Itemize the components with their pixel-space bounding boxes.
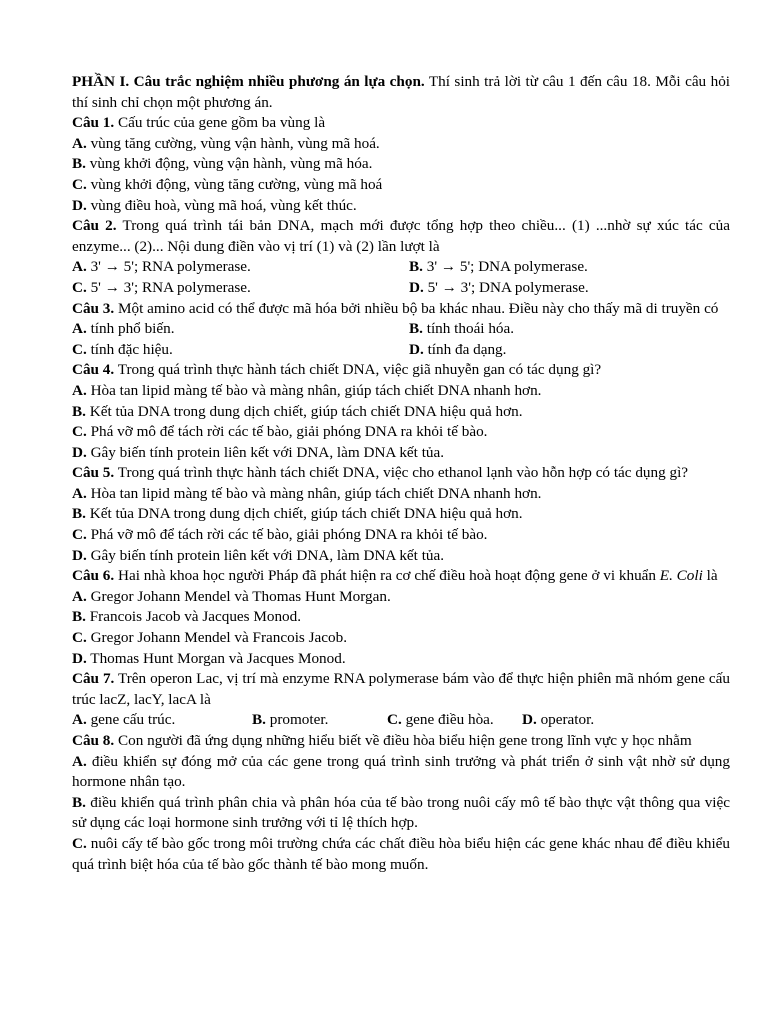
question-label: Câu 6. [72, 567, 115, 585]
option-text: điều khiển sự đóng mở của các gene trong quá trình sinh trưởng và phát triển ở sinh vật nhờ sử dụng hormone nhân tạo. [72, 752, 730, 791]
q5-option-b [72, 504, 730, 525]
option-letter: D. [72, 649, 87, 667]
option-letter: C. [72, 278, 87, 296]
q4-option-c [72, 422, 730, 443]
q4-option-d [72, 443, 730, 464]
q1-option-d [72, 196, 730, 217]
option-letter: B. [72, 608, 86, 626]
question-2 [72, 216, 730, 257]
q3-options-row-2 [72, 340, 730, 361]
section-instructions: Thí sinh trả lời từ câu 1 đến câu 18. Mỗi câu hỏi thí sinh chỉ chọn một phương án. [72, 73, 731, 111]
question-text-tail: là [702, 567, 718, 585]
q8-option-b [72, 793, 730, 834]
option-letter: A. [72, 711, 87, 729]
option-text: vùng khởi động, vùng tăng cường, vùng mã hoá [86, 175, 383, 193]
question-5 [72, 463, 730, 484]
question-label: Câu 1. [72, 114, 115, 132]
q3-option-a [72, 319, 409, 340]
option-text: Gây biến tính protein liên kết với DNA, làm DNA kết tủa. [86, 546, 445, 564]
option-text: Kết tủa DNA trong dung dịch chiết, giúp tách chiết DNA hiệu quả hơn. [85, 505, 523, 523]
q2-options-row-2 [72, 278, 730, 299]
option-letter: A. [72, 258, 87, 276]
option-text: Phá vỡ mô để tách rời các tế bào, giải phóng DNA ra khỏi tế bào. [86, 423, 488, 441]
q7-options-row [72, 710, 730, 731]
question-8 [72, 731, 730, 752]
q3-option-c [72, 340, 409, 361]
question-label: Câu 4. [72, 361, 115, 379]
option-text: promoter. [265, 711, 329, 729]
question-4 [72, 360, 730, 381]
option-letter: D. [409, 340, 424, 358]
option-text: tính đa dạng. [423, 340, 507, 358]
option-text: Gây biến tính protein liên kết với DNA, làm DNA kết tủa. [86, 443, 445, 461]
q6-option-c [72, 628, 730, 649]
option-text: Phá vỡ mô để tách rời các tế bào, giải phóng DNA ra khỏi tế bào. [86, 526, 488, 544]
exam-page [72, 72, 730, 875]
option-letter: C. [72, 423, 87, 441]
q2-options-row-1 [72, 257, 730, 278]
q8-option-a [72, 752, 730, 793]
question-label: Câu 2. [72, 217, 117, 235]
option-text: nuôi cấy tế bào gốc trong môi trường chứa các chất điều hòa biểu hiện các gene khác nhau để điều khiểu quá trình biệt hóa của tế bào gốc thành tế bào mong muốn. [72, 834, 730, 873]
q7-option-b [252, 710, 387, 731]
q5-option-a [72, 484, 730, 505]
question-text: Trong quá trình tái bản DNA, mạch mới được tổng hợp theo chiều... (1) ...nhờ sự xúc tác của enzyme... (2)... Nội dung điền vào vị trí (1) và (2) lần lượt là [72, 217, 730, 255]
question-label: Câu 8. [72, 732, 115, 749]
option-text: gene điều hòa. [401, 711, 494, 729]
option-text: vùng khởi động, vùng vận hành, vùng mã hóa. [85, 155, 373, 173]
option-letter: A. [72, 134, 87, 152]
q4-option-b [72, 402, 730, 423]
option-letter: D. [409, 278, 424, 296]
question-label: Câu 3. [72, 299, 115, 317]
option-letter: A. [72, 320, 87, 338]
species-name: E. Coli [659, 567, 703, 585]
option-letter: A. [72, 484, 87, 502]
question-1 [72, 113, 730, 134]
section-title: PHẦN I. Câu trắc nghiệm nhiều phương án lựa chọn. [72, 73, 425, 90]
option-letter: C. [72, 175, 87, 193]
option-text: gene cấu trúc. [86, 711, 176, 729]
option-text: vùng tăng cường, vùng vận hành, vùng mã hoá. [86, 134, 380, 152]
question-text: Trong quá trình thực hành tách chiết DNA, việc cho ethanol lạnh vào hỗn hợp có tác dụng gì? [114, 464, 689, 482]
option-letter: A. [72, 587, 87, 605]
section-header [72, 72, 730, 113]
question-text: Cấu trúc của gene gồm ba vùng là [114, 114, 326, 132]
option-letter: C. [72, 340, 87, 358]
option-letter: D. [72, 443, 87, 461]
option-letter: B. [72, 402, 86, 420]
question-text: Con người đã ứng dụng những hiểu biết về điều hòa biểu hiện gene trong lĩnh vực y học nhằm [114, 732, 692, 749]
q2-option-c [72, 278, 409, 299]
q1-option-a [72, 134, 730, 155]
q7-option-a [72, 710, 252, 731]
option-text: Francois Jacob và Jacques Monod. [85, 608, 302, 626]
option-text: Hòa tan lipid màng tế bào và màng nhân, giúp tách chiết DNA nhanh hơn. [86, 381, 542, 399]
question-7 [72, 669, 730, 710]
question-label: Câu 7. [72, 670, 115, 688]
option-text: Thomas Hunt Morgan và Jacques Monod. [86, 649, 346, 667]
q6-option-b [72, 607, 730, 628]
option-letter: B. [252, 711, 266, 729]
q2-option-a [72, 257, 409, 278]
q6-option-a [72, 587, 730, 608]
option-letter: C. [387, 711, 402, 729]
q1-option-c [72, 175, 730, 196]
option-letter: C. [72, 834, 87, 852]
q7-option-d [522, 710, 594, 731]
q6-option-d [72, 649, 730, 670]
q5-option-d [72, 546, 730, 567]
q5-option-c [72, 525, 730, 546]
q4-option-a [72, 381, 730, 402]
option-text: Kết tủa DNA trong dung dịch chiết, giúp tách chiết DNA hiệu quả hơn. [85, 402, 523, 420]
option-text: 3' → 5'; DNA polymerase. [422, 258, 588, 276]
q2-option-b [409, 257, 588, 278]
q3-option-b [409, 319, 514, 340]
q2-option-d [409, 278, 589, 299]
option-letter: B. [409, 258, 423, 276]
option-text: 3' → 5'; RNA polymerase. [86, 258, 251, 276]
option-letter: B. [409, 320, 423, 338]
option-letter: D. [522, 711, 537, 729]
q3-option-d [409, 340, 506, 361]
question-label: Câu 5. [72, 464, 115, 482]
option-letter: C. [72, 629, 87, 647]
question-3 [72, 299, 730, 320]
q3-options-row-1 [72, 319, 730, 340]
option-text: operator. [536, 711, 595, 729]
option-letter: D. [72, 546, 87, 564]
q7-option-c [387, 710, 522, 731]
option-text: tính phổ biến. [86, 320, 175, 338]
q8-option-c [72, 834, 730, 875]
option-text: Gregor Johann Mendel và Francois Jacob. [86, 629, 347, 647]
option-text: tính đặc hiệu. [86, 340, 173, 358]
option-text: Hòa tan lipid màng tế bào và màng nhân, giúp tách chiết DNA nhanh hơn. [86, 484, 542, 502]
option-letter: B. [72, 793, 86, 811]
option-letter: D. [72, 196, 87, 214]
option-text: tính thoái hóa. [422, 320, 515, 338]
option-text: vùng điều hoà, vùng mã hoá, vùng kết thúc. [86, 196, 357, 214]
option-text: Gregor Johann Mendel và Thomas Hunt Morgan. [86, 587, 391, 605]
question-text: Trong quá trình thực hành tách chiết DNA, việc giã nhuyễn gan có tác dụng gì? [114, 361, 602, 379]
option-letter: B. [72, 155, 86, 173]
question-text: Trên operon Lac, vị trí mà enzyme RNA polymerase bám vào để thực hiện phiên mã nhóm gene cấu trúc lacZ, lacY, lacA là [72, 670, 731, 708]
option-letter: B. [72, 505, 86, 523]
option-letter: A. [72, 752, 87, 770]
option-letter: A. [72, 381, 87, 399]
option-letter: C. [72, 526, 87, 544]
option-text: điều khiển quá trình phân chia và phân hóa của tế bào trong nuôi cấy mô tế bào thực vật thông qua việc sử dụng các loại hormone sinh trưởng với tỉ lệ thích hợp. [72, 793, 730, 832]
option-text: 5' → 3'; DNA polymerase. [423, 278, 589, 296]
question-text: Hai nhà khoa học người Pháp đã phát hiện ra cơ chế điều hoà hoạt động gene ở vi khuẩn [114, 567, 660, 585]
q1-option-b [72, 154, 730, 175]
option-text: 5' → 3'; RNA polymerase. [86, 278, 251, 296]
question-6 [72, 566, 730, 587]
question-text: Một amino acid có thể được mã hóa bởi nhiều bộ ba khác nhau. Điều này cho thấy mã di truyền có [114, 299, 719, 317]
